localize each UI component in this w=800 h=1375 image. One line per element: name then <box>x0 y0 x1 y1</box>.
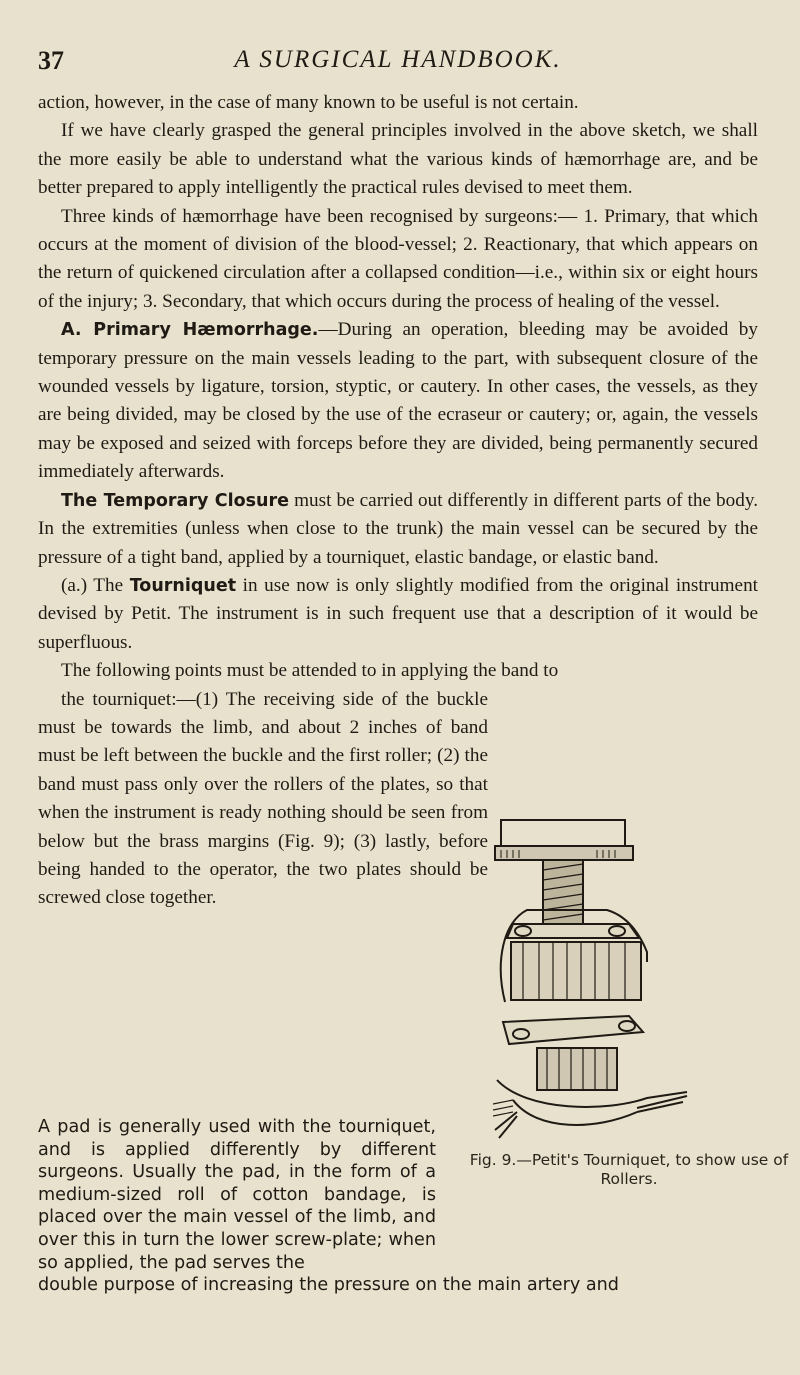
paragraph-2: If we have clearly grasped the general principles involved in the above sketch, we shall the more easily be able to understand what the various kinds of hæmorrhage are, and be better prepared to apply intelligently the practical rules devised to meet them. <box>38 120 758 199</box>
paragraph-3: Three kinds of hæmorrhage have been recognised by surgeons:— 1. Primary, that which occurs at the moment of division of the blood-vessel; 2. Reactionary, that which appears on the return of quickened circulation after a collapsed condition—i.e., within six or eight hours of the injury; 3. Secondary, that which occurs during the process of healing of the vessel. <box>38 205 758 312</box>
paragraph-primary-haemorrhage <box>38 316 758 486</box>
paragraph-temporary-closure <box>38 487 758 572</box>
paragraph-1: action, however, in the case of many known to be useful is not certain. <box>38 92 579 113</box>
paragraph-6-prefix: (a.) The <box>61 574 130 596</box>
small-print-last-line: double purpose of increasing the pressure on the main artery and <box>38 1275 619 1296</box>
paragraph-7-first-line: The following points must be attended to in applying the band to <box>61 660 559 682</box>
paragraph-6-text: in use now is only slightly modified from the original instrument devised by Petit. The instrument is in such frequent use that a description of it would be superfluous. <box>38 574 758 653</box>
page-header <box>38 46 758 80</box>
paragraph-5-text: must be carried out differently in different parts of the body. In the extremities (unless when close to the trunk) the main vessel can be secured by the pressure of a tight band, applied by a tourniquet, elastic bandage, or elastic band. <box>38 489 758 568</box>
small-print-paragraph <box>38 1116 758 1297</box>
tourniquet-illustration <box>487 812 757 1147</box>
body-text <box>38 89 758 913</box>
section-heading-temporary-closure: The Temporary Closure <box>61 490 289 511</box>
section-heading-primary: A. Primary Hæmorrhage. <box>61 320 319 341</box>
paragraph-4-text: —During an operation, bleeding may be avoided by temporary pressure on the main vessels leading to the part, with subsequent closure of the wounded vessels by ligature, torsion, styptic, or cautery. In other cases, the vessels, as they are being divided, may be closed by the use of the ecraseur or cautery; or, again, the vessels may be exposed and seized with forceps before they are divided, being permanently secured immediately afterwards. <box>38 319 758 483</box>
running-head: A SURGICAL HANDBOOK. <box>234 46 562 73</box>
section-heading-tourniquet: Tourniquet <box>129 575 237 596</box>
figure-caption: Fig. 9.—Petit's Tourniquet, to show use of Rollers. <box>469 1151 789 1188</box>
paragraph-7-narrow: the tourniquet:—(1) The receiving side of the buckle must be towards the limb, and about 2 inches of band must be left between the buckle and the first roller; (2) the band must pass only over the rollers of the plates, so that when the instrument is ready nothing should be seen from below but the brass margins (Fig. 9); (3) lastly, before being handed to the operator, the two plates should be screwed close together. <box>38 688 488 909</box>
small-print-narrow: A pad is generally used with the tourniquet, and is applied differently by different surgeons. Usually the pad, in the form of a medium-sized roll of cotton bandage, is placed over the main vessel of the limb, and over this in turn the lower screw-plate; when so applied, the pad serves the <box>38 1117 436 1273</box>
page-number: 37 <box>38 46 64 75</box>
paragraph-tourniquet <box>38 572 758 657</box>
